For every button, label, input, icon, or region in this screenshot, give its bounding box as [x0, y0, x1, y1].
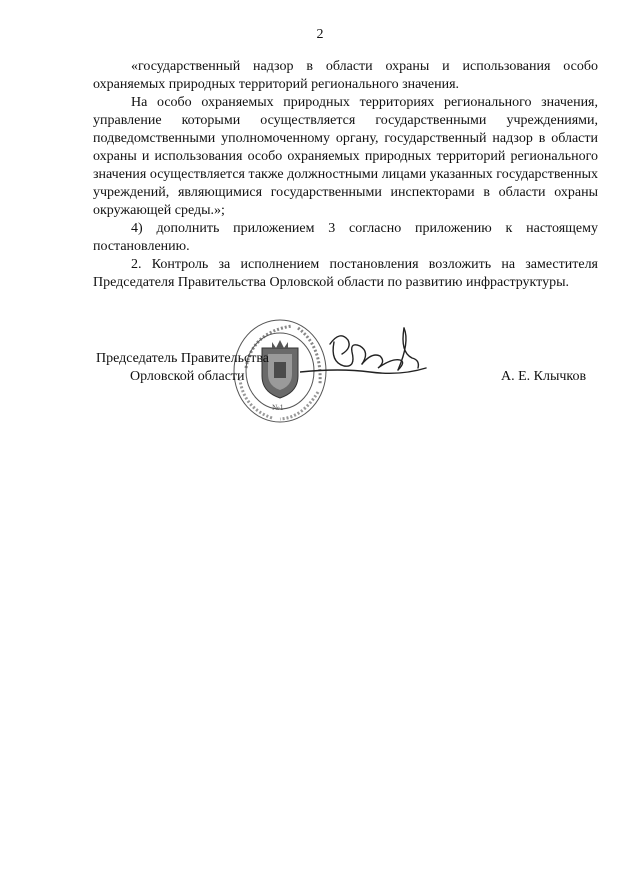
paragraph-1: «государственный надзор в области охраны и использования особо охраняемых природных территорий регионального значения.	[93, 59, 598, 92]
document-body	[93, 58, 598, 292]
signatory-position	[96, 350, 269, 386]
handwritten-signature	[300, 322, 430, 402]
paragraph-3: 4) дополнить приложением 3 согласно приложению к настоящему постановлению.	[93, 221, 598, 254]
signatory-name: А. Е. Клычков	[501, 369, 587, 384]
position-line-2: Орловской области	[130, 369, 245, 384]
svg-text:№1: №1	[272, 403, 284, 412]
page-number: 2	[316, 27, 324, 42]
position-line-1: Председатель Правительства	[96, 351, 269, 366]
paragraph-4: 2. Контроль за исполнением постановления возложить на заместителя Председателя Правительства Орловской области по развитию инфраструктуры.	[93, 257, 598, 290]
paragraph-2: На особо охраняемых природных территориях регионального значения, управление которыми осуществляется государственными учреждениями, подведомственными уполномоченному органу, государственный надзор в области охраны и использования особо охраняемых природных территорий регионального значения осуществляется также должностными лицами указанных государственных учреждений, являющимися государственными инспекторами в области охраны окружающей среды.»;	[93, 95, 598, 218]
